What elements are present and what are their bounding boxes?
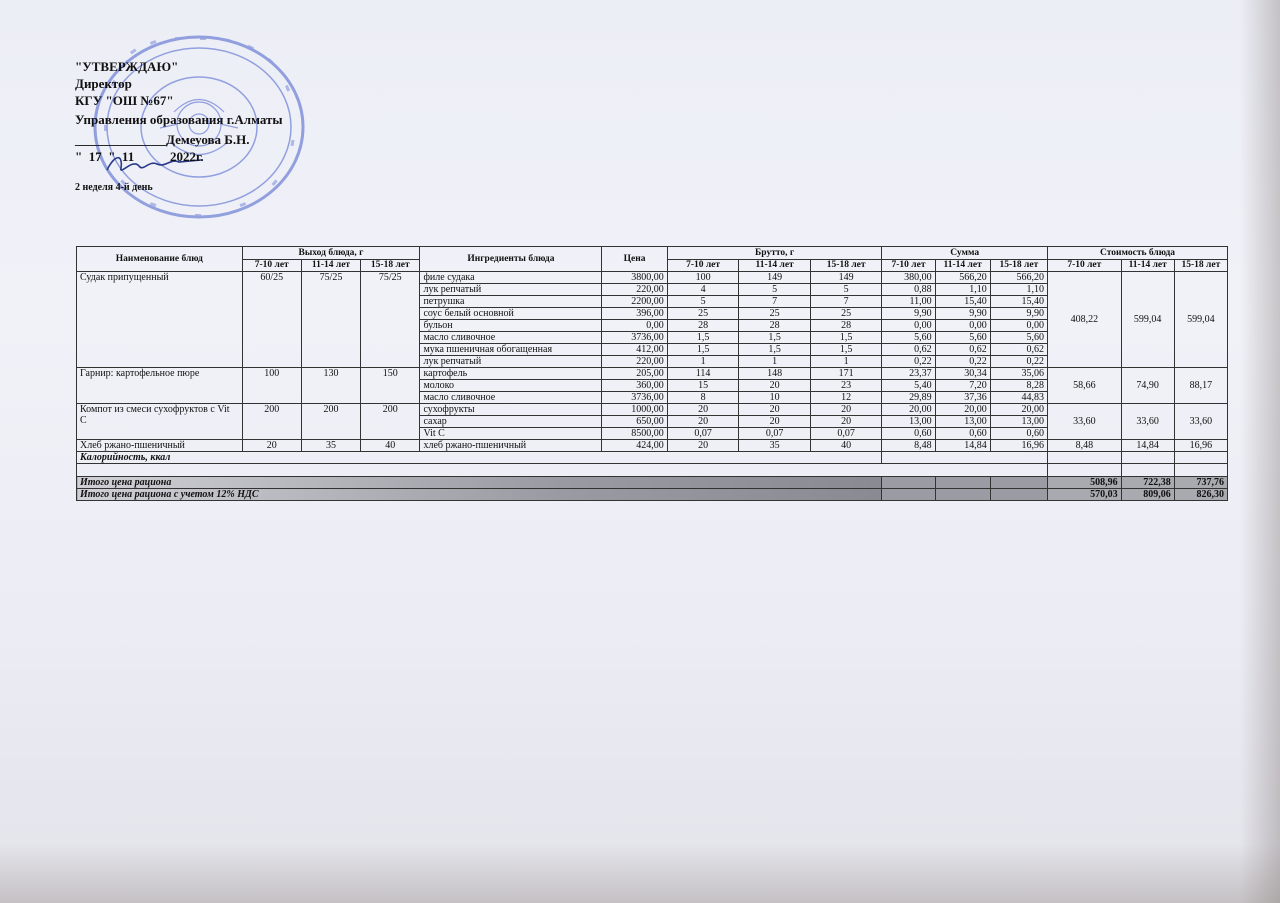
dish-cost-1: 58,66	[1048, 368, 1122, 404]
sum-3: 16,96	[990, 440, 1047, 452]
sum-1: 5,60	[882, 332, 935, 344]
sum-1: 5,40	[882, 380, 935, 392]
kcal-row	[77, 452, 1228, 464]
dish-cost-3: 16,96	[1174, 440, 1227, 452]
ingredient-price: 0,00	[602, 320, 667, 332]
ingredient-name: масло сливочное	[420, 392, 602, 404]
dish-output-3: 150	[361, 368, 420, 404]
dish-cost-2: 599,04	[1121, 272, 1174, 368]
sum-3: 8,28	[990, 380, 1047, 392]
ingredient-price: 205,00	[602, 368, 667, 380]
header-out-age2: 11-14 лет	[301, 260, 360, 272]
sum-2: 566,20	[935, 272, 990, 284]
brutto-3: 0,07	[810, 428, 882, 440]
brutto-3: 1	[810, 356, 882, 368]
sum-2: 30,34	[935, 368, 990, 380]
brutto-3: 40	[810, 440, 882, 452]
dish-cost-2: 74,90	[1121, 368, 1174, 404]
brutto-3: 12	[810, 392, 882, 404]
header-brutto-age3: 15-18 лет	[810, 260, 882, 272]
sum-3: 1,10	[990, 284, 1047, 296]
sum-2: 20,00	[935, 404, 990, 416]
brutto-3: 5	[810, 284, 882, 296]
total-age3: 737,76	[1174, 477, 1227, 489]
brutto-2: 7	[739, 296, 811, 308]
brutto-1: 20	[667, 416, 739, 428]
approval-date: " 17 " 11 2022г.	[75, 149, 204, 164]
ingredient-price: 650,00	[602, 416, 667, 428]
table-row	[77, 440, 1228, 452]
sum-2: 14,84	[935, 440, 990, 452]
brutto-3: 28	[810, 320, 882, 332]
header-cost: Стоимость блюда	[1048, 247, 1228, 260]
header-sum: Сумма	[882, 247, 1048, 260]
dish-cost-3: 88,17	[1174, 368, 1227, 404]
ingredient-name: лук репчатый	[420, 284, 602, 296]
brutto-1: 1,5	[667, 332, 739, 344]
brutto-1: 5	[667, 296, 739, 308]
dish-cost-2: 33,60	[1121, 404, 1174, 440]
table-row	[77, 404, 1228, 416]
brutto-1: 20	[667, 404, 739, 416]
total-vat-age3: 826,30	[1174, 489, 1227, 501]
ingredient-name: петрушка	[420, 296, 602, 308]
header-output: Выход блюда, г	[242, 247, 420, 260]
brutto-2: 148	[739, 368, 811, 380]
table-header-row	[77, 247, 1228, 260]
ingredient-price: 3800,00	[602, 272, 667, 284]
brutto-1: 28	[667, 320, 739, 332]
header-out-age1: 7-10 лет	[242, 260, 301, 272]
kcal-sum-blank	[882, 452, 1048, 464]
brutto-2: 20	[739, 380, 811, 392]
brutto-2: 35	[739, 440, 811, 452]
sum-3: 566,20	[990, 272, 1047, 284]
brutto-1: 0,07	[667, 428, 739, 440]
ingredient-name: бульон	[420, 320, 602, 332]
dish-output-2: 200	[301, 404, 360, 440]
sum-1: 0,00	[882, 320, 935, 332]
header-ingredients: Ингредиенты блюда	[420, 247, 602, 272]
ingredient-name: Vit C	[420, 428, 602, 440]
dish-output-3: 75/25	[361, 272, 420, 368]
ingredient-price: 396,00	[602, 308, 667, 320]
sum-1: 20,00	[882, 404, 935, 416]
total-row	[77, 477, 1228, 489]
sum-1: 8,48	[882, 440, 935, 452]
brutto-2: 0,07	[739, 428, 811, 440]
sum-2: 7,20	[935, 380, 990, 392]
sum-3: 15,40	[990, 296, 1047, 308]
dish-output-2: 35	[301, 440, 360, 452]
sum-1: 9,90	[882, 308, 935, 320]
approval-signer: Демеуова Б.Н.	[166, 132, 250, 147]
approval-school: КГУ "ОШ №67"	[75, 93, 174, 108]
dish-output-1: 100	[242, 368, 301, 404]
sum-2: 0,00	[935, 320, 990, 332]
brutto-3: 23	[810, 380, 882, 392]
ingredient-price: 3736,00	[602, 392, 667, 404]
brutto-2: 149	[739, 272, 811, 284]
sum-1: 380,00	[882, 272, 935, 284]
brutto-3: 1,5	[810, 344, 882, 356]
dish-output-1: 20	[242, 440, 301, 452]
total-vat-age2: 809,06	[1121, 489, 1174, 501]
header-price: Цена	[602, 247, 667, 272]
brutto-2: 28	[739, 320, 811, 332]
approval-title: "УТВЕРЖДАЮ"	[75, 59, 179, 74]
ingredient-price: 220,00	[602, 284, 667, 296]
approval-position: Директор	[75, 76, 132, 91]
header-cost-age2: 11-14 лет	[1121, 260, 1174, 272]
dish-name: Хлеб ржано-пшеничный	[77, 440, 243, 452]
dish-name: Судак припущенный	[77, 272, 243, 368]
ingredient-price: 412,00	[602, 344, 667, 356]
total-age2: 722,38	[1121, 477, 1174, 489]
header-dish: Наименование блюд	[77, 247, 243, 272]
total-vat-age1: 570,03	[1048, 489, 1122, 501]
sum-2: 15,40	[935, 296, 990, 308]
dish-output-3: 40	[361, 440, 420, 452]
header-out-age3: 15-18 лет	[361, 260, 420, 272]
sum-1: 13,00	[882, 416, 935, 428]
brutto-1: 1,5	[667, 344, 739, 356]
brutto-1: 25	[667, 308, 739, 320]
dish-cost-1: 408,22	[1048, 272, 1122, 368]
ingredient-name: соус белый основной	[420, 308, 602, 320]
signature-blank: ______________	[75, 132, 166, 147]
sum-3: 44,83	[990, 392, 1047, 404]
table-row	[77, 368, 1228, 380]
brutto-2: 20	[739, 404, 811, 416]
ingredient-price: 3736,00	[602, 332, 667, 344]
day-label: 2 неделя 4-й день	[75, 182, 153, 193]
total-age1: 508,96	[1048, 477, 1122, 489]
empty-row	[77, 464, 1228, 477]
brutto-2: 25	[739, 308, 811, 320]
sum-3: 9,90	[990, 308, 1047, 320]
sum-1: 0,88	[882, 284, 935, 296]
brutto-3: 1,5	[810, 332, 882, 344]
total-vat-row	[77, 489, 1228, 501]
sum-3: 0,62	[990, 344, 1047, 356]
brutto-1: 15	[667, 380, 739, 392]
header-cost-age1: 7-10 лет	[1048, 260, 1122, 272]
menu-table-footer	[77, 452, 1228, 501]
dish-output-2: 130	[301, 368, 360, 404]
ingredient-name: мука пшеничная обогащенная	[420, 344, 602, 356]
brutto-3: 7	[810, 296, 882, 308]
ingredient-name: хлеб ржано-пшеничный	[420, 440, 602, 452]
dish-name: Гарнир: картофельное пюре	[77, 368, 243, 404]
sum-1: 29,89	[882, 392, 935, 404]
sum-3: 13,00	[990, 416, 1047, 428]
brutto-1: 20	[667, 440, 739, 452]
brutto-3: 20	[810, 404, 882, 416]
ingredient-name: молоко	[420, 380, 602, 392]
brutto-1: 1	[667, 356, 739, 368]
sum-3: 5,60	[990, 332, 1047, 344]
dish-output-3: 200	[361, 404, 420, 440]
sum-2: 0,60	[935, 428, 990, 440]
brutto-3: 20	[810, 416, 882, 428]
brutto-1: 114	[667, 368, 739, 380]
sum-2: 1,10	[935, 284, 990, 296]
kcal-cost-1	[1048, 452, 1122, 464]
sum-1: 23,37	[882, 368, 935, 380]
dish-cost-2: 14,84	[1121, 440, 1174, 452]
ingredient-price: 8500,00	[602, 428, 667, 440]
header-brutto-age1: 7-10 лет	[667, 260, 739, 272]
header-sum-age3: 15-18 лет	[990, 260, 1047, 272]
ingredient-name: сахар	[420, 416, 602, 428]
menu-table-body	[77, 272, 1228, 452]
sum-2: 5,60	[935, 332, 990, 344]
sum-1: 0,22	[882, 356, 935, 368]
sum-1: 11,00	[882, 296, 935, 308]
ingredient-name: масло сливочное	[420, 332, 602, 344]
dish-name: Компот из смеси сухофруктов с Vit C	[77, 404, 243, 440]
ingredient-price: 424,00	[602, 440, 667, 452]
brutto-1: 4	[667, 284, 739, 296]
brutto-3: 149	[810, 272, 882, 284]
brutto-3: 171	[810, 368, 882, 380]
sum-3: 0,60	[990, 428, 1047, 440]
brutto-2: 1,5	[739, 344, 811, 356]
ingredient-price: 360,00	[602, 380, 667, 392]
brutto-2: 10	[739, 392, 811, 404]
sum-2: 37,36	[935, 392, 990, 404]
menu-table	[76, 246, 1228, 501]
sum-2: 9,90	[935, 308, 990, 320]
ingredient-price: 220,00	[602, 356, 667, 368]
header-cost-age3: 15-18 лет	[1174, 260, 1227, 272]
header-brutto: Брутто, г	[667, 247, 882, 260]
dish-output-2: 75/25	[301, 272, 360, 368]
sum-2: 0,22	[935, 356, 990, 368]
total-vat-label: Итого цена рациона с учетом 12% НДС	[77, 489, 882, 501]
header-brutto-age2: 11-14 лет	[739, 260, 811, 272]
brutto-1: 100	[667, 272, 739, 284]
brutto-2: 1,5	[739, 332, 811, 344]
ingredient-name: сухофрукты	[420, 404, 602, 416]
ingredient-name: филе судака	[420, 272, 602, 284]
dish-output-1: 60/25	[242, 272, 301, 368]
brutto-1: 8	[667, 392, 739, 404]
header-sum-age2: 11-14 лет	[935, 260, 990, 272]
dish-cost-1: 33,60	[1048, 404, 1122, 440]
dish-output-1: 200	[242, 404, 301, 440]
sum-3: 0,00	[990, 320, 1047, 332]
approval-signer-line	[75, 131, 283, 148]
sum-1: 0,62	[882, 344, 935, 356]
sum-2: 13,00	[935, 416, 990, 428]
approval-department: Управления образования г.Алматы	[75, 112, 283, 127]
header-sum-age1: 7-10 лет	[882, 260, 935, 272]
sum-1: 0,60	[882, 428, 935, 440]
sum-3: 0,22	[990, 356, 1047, 368]
ingredient-name: картофель	[420, 368, 602, 380]
sum-3: 20,00	[990, 404, 1047, 416]
total-label: Итого цена рациона	[77, 477, 882, 489]
dish-cost-1: 8,48	[1048, 440, 1122, 452]
ingredient-price: 1000,00	[602, 404, 667, 416]
brutto-2: 5	[739, 284, 811, 296]
ingredient-price: 2200,00	[602, 296, 667, 308]
kcal-label: Калорийность, ккал	[77, 452, 882, 464]
approval-block	[75, 58, 283, 196]
kcal-cost-2	[1121, 452, 1174, 464]
dish-cost-3: 599,04	[1174, 272, 1227, 368]
sum-2: 0,62	[935, 344, 990, 356]
brutto-2: 1	[739, 356, 811, 368]
brutto-3: 25	[810, 308, 882, 320]
table-row	[77, 272, 1228, 284]
ingredient-name: лук репчатый	[420, 356, 602, 368]
brutto-2: 20	[739, 416, 811, 428]
sum-3: 35,06	[990, 368, 1047, 380]
dish-cost-3: 33,60	[1174, 404, 1227, 440]
kcal-cost-3	[1174, 452, 1227, 464]
